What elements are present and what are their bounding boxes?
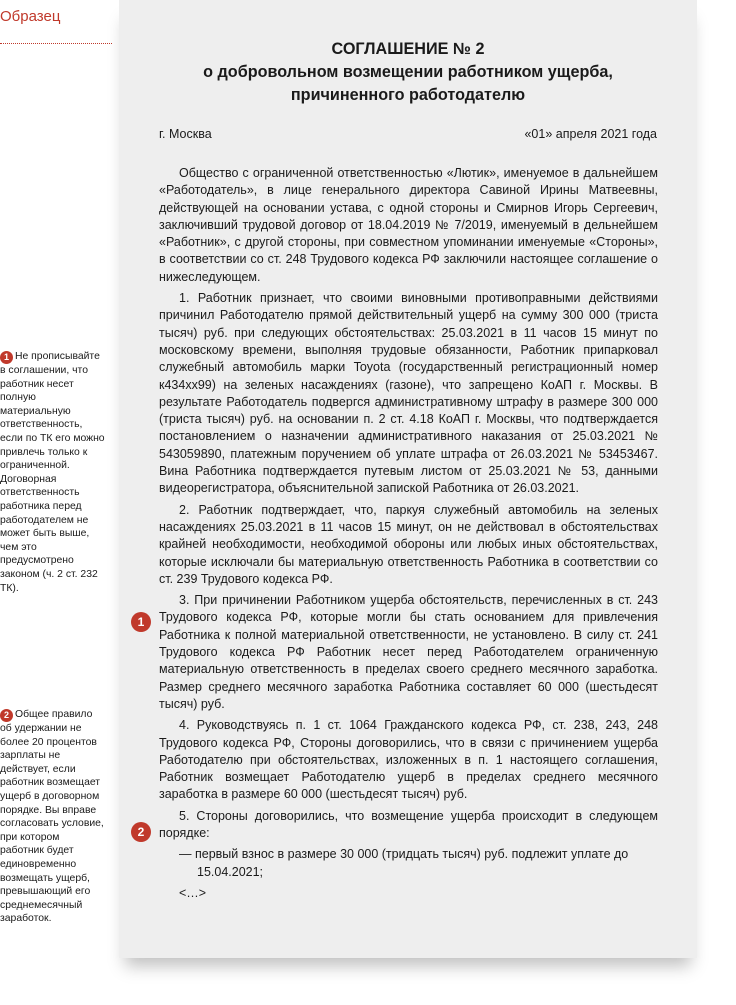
document-page [119,0,697,958]
note-text: Не прописывайте в соглашении, что работник несет полную материальную ответственность, если по ТК его можно привлечь только к ограниченной. Договорная ответственность работника перед работодателем не может быть выше, чем это предусмотрено законом (ч. 2 ст. 232 ТК). [0,351,105,594]
annotation-badge-2: 2 [131,822,151,842]
sidebar-title: Образец [0,8,61,25]
title-line: причиненного работодателю [290,86,526,104]
note-text: Общее правило об удержании не более 20 процентов зарплаты не действует, если работник возмещает ущерб в договорном порядке. Вы вправе согласовать условие, при котором работник будет единовременно возмещать ущерб, превышающий его среднемесячный заработок. [0,709,104,925]
clause-1: 1. Работник признает, что своими виновными противоправными действиями причинил Работодателю прямой действительный ущерб на сумму 300 000 (триста тысяч) руб. при следующих обстоятельствах: 25.03.2021 в 11 часов 15 минут по московскому времени, выполняя трудовые обязанности, Работник припарковал служебный автомобиль марки Toyota (государственный регистрационный номер к434хх99) на зеленых насаждениях (газоне), что запрещено КоАП г. Москвы. В результате Работодатель подвергся административному штрафу в размере 300 000 (триста тысяч) руб. на основании п. 2 ст. 4.18 КоАП г. Москвы, что подтверждается постановлением о назначении административного наказания от 25.03.2021 № 543059890, платежным поручением об уплате штрафа от 26.03.2021 № 53453467. Вина Работника подтверждается путевым листом от 25.03.2021 № 53, данными видеорегистратора, объяснительной запиской Работника от 26.03.2021. [159,291,658,496]
clause-5: 5. Стороны договорились, что возмещение ущерба происходит в следующем порядке: [159,808,658,840]
document-date: «01» апреля 2021 года [524,127,657,141]
clause-4: 4. Руководствуясь п. 1 ст. 1064 Гражданского кодекса РФ, ст. 238, 243, 248 Трудового кодекса РФ, Стороны договорились, что в связи с причинением ущерба Работодателю при обстоятельствах, изложенных в п. 1 настоящего соглашения, Работник возмещает Работодателю ущерб в пределах среднего месячного заработка в размере 60 000 (шестьдесят тысяч) руб. [159,718,658,802]
document-title [119,38,697,107]
document-body [159,165,658,902]
title-line: о добровольном возмещении работником ущерба, [203,63,613,81]
annotation-badge-1: 1 [131,612,151,632]
note-number-badge: 2 [0,709,13,722]
omission-mark: <…> [179,885,207,900]
intro-paragraph: Общество с ограниченной ответственностью «Лютик», именуемое в дальнейшем «Работодатель», в лице генерального директора Савиной Ирины Матвеевны, действующей на основании устава, с одной стороны и Смирнов Игорь Сергеевич, заключивший трудовой договор от 18.04.2019 № 7/2019, именуемый в дельнейшем «Работник», с другой стороны, при совместном упоминании именуемые «Стороны», в соответствии со ст. 248 Трудового кодекса РФ заключили настоящее соглашение о нижеследующем. [159,166,658,284]
sidebar-note-2 [0,708,106,926]
note-number-badge: 1 [0,351,13,364]
document-city: г. Москва [159,127,212,141]
clause-3: 3. При причинении Работником ущерба обстоятельств, перечисленных в ст. 243 Трудового кодекса РФ, которые могли бы стать основанием для привлечения Работника к полной материальной ответственности, не установлено. В силу ст. 241 Трудового кодекса РФ Работник несет перед Работодателем ограниченную материальную ответственность в пределах своего среднего месячного заработка. Размер среднего месячного заработка Работника составляет 60 000 (шестьдесят тысяч) руб. [159,593,658,711]
payment-item: — первый взнос в размере 30 000 (тридцать тысяч) руб. подлежит уплате до 15.04.2021; [179,847,629,879]
sidebar-note-1 [0,350,106,595]
sidebar-divider [0,43,112,44]
title-line: СОГЛАШЕНИЕ № 2 [331,40,485,58]
clause-2: 2. Работник подтверждает, что, паркуя служебный автомобиль на зеленых насаждениях 25.03.2021 в 11 часов 15 минут, он не действовал в обстоятельствах крайней необходимости, необходимой обороны или любых иных обстоятельствах, которые исключали бы материальную ответственность Работника в соответствии со ст. 239 Трудового кодекса РФ. [159,502,658,586]
